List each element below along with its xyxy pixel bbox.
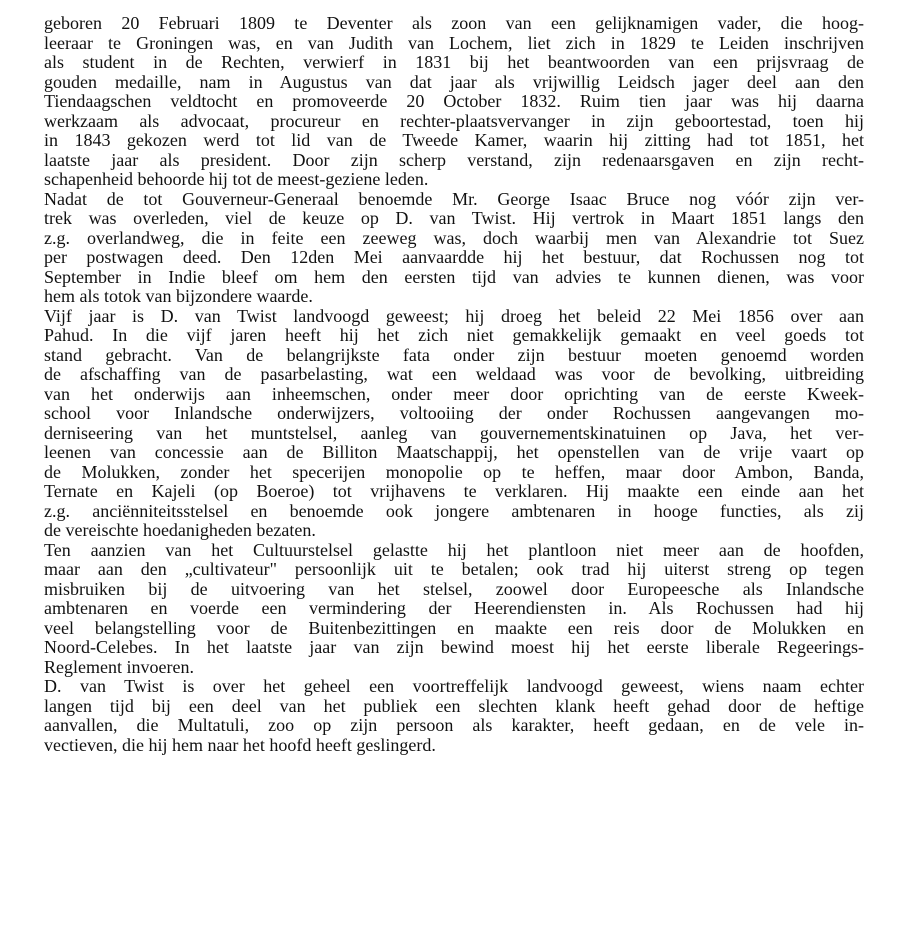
text-line: laatste jaar als president. Door zijn scherp verstand, zijn redenaarsgaven en zijn recht- xyxy=(44,149,864,170)
text-line: D. van Twist is over het geheel een voortreffelijk landvoogd geweest, wiens naam echter xyxy=(44,676,864,696)
text-line: school voor Inlandsche onderwijzers, voltooiing der onder Rochussen aangevangen mo- xyxy=(44,403,864,423)
paragraph-3 xyxy=(44,307,864,541)
text-line: z.g. overlandweg, die in feite een zeeweg was, doch waarbij men van Alexandrie tot Suez xyxy=(44,227,864,248)
text-line: langen tijd bij een deel van het publiek een slechten klank heeft gehad door de heftige xyxy=(44,695,864,716)
text-line: werkzaam als advocaat, procureur en rechter-plaatsvervanger in zijn geboortestad, toen hij xyxy=(44,110,864,131)
text-line: gouden medaille, nam in Augustus van dat jaar als vrijwillig Leidsch jager deel aan den xyxy=(44,71,864,92)
text-line: derniseering van het muntstelsel, aanleg van gouvernementskinatuinen op Java, het ver- xyxy=(44,422,864,443)
text-line: Tiendaagschen veldtocht en promoveerde 20 October 1832. Ruim tien jaar was hij daarna xyxy=(44,91,864,111)
text-line: maar aan den „cultivateur" persoonlijk uit te betalen; ook trad hij uiterst streng op tegen xyxy=(44,559,864,579)
text-line: Ternate en Kajeli (op Boeroe) tot vrijhavens te verklaren. Hij maakte een einde aan het xyxy=(44,481,864,501)
text-line: aanvallen, die Multatuli, zoo op zijn persoon als karakter, heeft gedaan, en de vele in- xyxy=(44,715,864,735)
text-line: in 1843 gekozen werd tot lid van de Tweede Kamer, waarin hij zitting had tot 1851, het xyxy=(44,130,864,150)
text-line: stand gebracht. Van de belangrijkste fata onder zijn bestuur moeten genoemd worden xyxy=(44,344,864,365)
paragraph-5 xyxy=(44,677,864,755)
text-line: schapenheid behoorde hij tot de meest-geziene leden. xyxy=(44,169,429,189)
text-line: als student in de Rechten, verwierf in 1831 bij het beantwoorden van een prijsvraag de xyxy=(44,52,864,72)
text-line: leeraar te Groningen was, en van Judith van Lochem, liet zich in 1829 te Leiden inschrijven xyxy=(44,32,864,53)
text-line: hem als totok van bijzondere waarde. xyxy=(44,286,313,306)
paragraph-2 xyxy=(44,190,864,307)
paragraph-4 xyxy=(44,541,864,678)
text-line: de Molukken, zonder het specerijen monopolie op te heffen, maar door Ambon, Banda, xyxy=(44,461,864,482)
text-line: veel belangstelling voor de Buitenbezittingen en maakte een reis door de Molukken en xyxy=(44,617,864,638)
text-line: Vijf jaar is D. van Twist landvoogd geweest; hij droeg het beleid 22 Mei 1856 over aan xyxy=(44,305,864,326)
text-line: Noord-Celebes. In het laatste jaar van zijn bewind moest hij het eerste liberale Regeerings- xyxy=(44,637,864,657)
text-line: Reglement invoeren. xyxy=(44,656,194,677)
text-line: vectieven, die hij hem naar het hoofd heeft geslingerd. xyxy=(44,734,436,755)
text-line: per postwagen deed. Den 12den Mei aanvaardde hij het bestuur, dat Rochussen nog tot xyxy=(44,247,864,267)
document-page xyxy=(44,14,864,755)
text-line: leenen van concessie aan de Billiton Maatschappij, het openstellen van de vrije vaart op xyxy=(44,442,864,462)
text-line: Pahud. In die vijf jaren heeft hij het zich niet gemakkelijk gemaakt en veel goeds tot xyxy=(44,325,864,345)
text-line: September in Indie bleef om hem den eersten tijd van advies te kunnen dienen, was voor xyxy=(44,266,864,287)
text-line: geboren 20 Februari 1809 te Deventer als zoon van een gelijknamigen vader, die hoog- xyxy=(44,13,864,33)
text-line: trek was overleden, viel de keuze op D. van Twist. Hij vertrok in Maart 1851 langs den xyxy=(44,208,864,228)
text-line: de afschaffing van de pasarbelasting, wat een weldaad was voor de bevolking, uitbreiding xyxy=(44,364,864,384)
text-line: van het onderwijs aan inheemschen, onder meer door oprichting van de eerste Kweek- xyxy=(44,383,864,404)
text-line: z.g. anciënniteitsstelsel en benoemde ook jongere ambtenaren in hooge functies, als zij xyxy=(44,500,864,521)
text-line: de vereischte hoedanigheden bezaten. xyxy=(44,520,316,540)
paragraph-1 xyxy=(44,14,864,190)
text-line: misbruiken bij de uitvoering van het stelsel, zoowel door Europeesche als Inlandsche xyxy=(44,578,864,599)
text-line: Ten aanzien van het Cultuurstelsel gelastte hij het plantloon niet meer aan de hoofden, xyxy=(44,539,864,560)
text-line: Nadat de tot Gouverneur-Generaal benoemde Mr. George Isaac Bruce nog vóór zijn ver- xyxy=(44,188,864,209)
text-line: ambtenaren en voerde een vermindering der Heerendiensten in. Als Rochussen had hij xyxy=(44,598,864,618)
